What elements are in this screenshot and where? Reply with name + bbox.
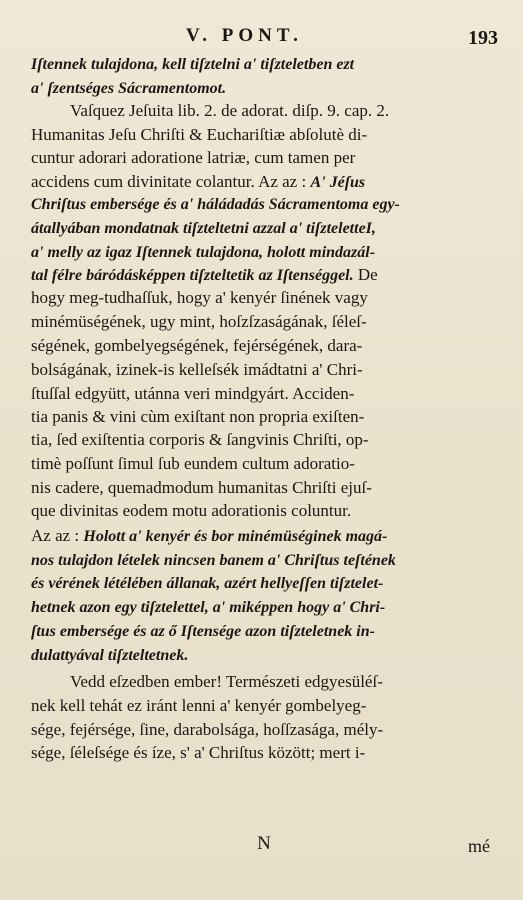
- roman-text: cuntur adorari adoratione latriæ, cum tamen per: [31, 148, 356, 167]
- text-row: [0, 125, 523, 145]
- roman-text: timè poſſunt ſimul ſub eundem cultum adoratio-: [31, 454, 355, 473]
- roman-text: nis cadere, quemadmodum humanitas Chriſti ejuſ-: [31, 478, 372, 497]
- text-line: [31, 288, 490, 308]
- running-header: V. PONT.: [186, 25, 303, 46]
- italic-text: Iſtennek tulajdona, kell tiſztelni a' tiſzteletben ezt: [31, 56, 355, 73]
- text-row: [0, 672, 523, 692]
- text-row: [0, 407, 523, 427]
- text-line: [31, 550, 490, 570]
- text-line: [31, 194, 490, 214]
- roman-text: Az az :: [31, 526, 84, 545]
- italic-text: ſtus embersége és az ő Iſtensége azon tiſzteletnek in-: [31, 623, 375, 640]
- text-row: [0, 526, 523, 546]
- text-line: [31, 454, 490, 474]
- text-line: [31, 478, 490, 498]
- italic-text: és vérének létélében állanak, azért hellyeſſen tiſztelet-: [31, 575, 384, 592]
- text-line: [31, 526, 490, 546]
- italic-text: nos tulajdon lételek nincsen banem a' Chriſtus teſtének: [31, 552, 396, 569]
- text-line: [31, 125, 490, 145]
- text-row: [0, 597, 523, 617]
- text-row: [0, 172, 523, 192]
- text-row: [0, 384, 523, 404]
- roman-text: ſtuſſal edgyütt, utánna veri mindgyárt. Acciden-: [31, 384, 355, 403]
- text-line: [31, 172, 490, 192]
- text-row: [0, 360, 523, 380]
- text-line: [31, 336, 490, 356]
- italic-text: Holott a' kenyér és bor minémüséginek magá-: [83, 528, 388, 545]
- text-line: [31, 501, 490, 521]
- italic-text: A' Jéſus: [310, 174, 366, 191]
- text-row: [0, 218, 523, 238]
- text-row: [0, 501, 523, 521]
- text-row: [0, 454, 523, 474]
- text-line: [31, 621, 490, 641]
- text-line: [31, 597, 490, 617]
- text-row: [0, 78, 523, 98]
- text-row: [0, 336, 523, 356]
- text-row: [0, 743, 523, 763]
- italic-text: hetnek azon egy tiſztelettel, a' miképpen hogy a' Chri-: [31, 599, 386, 616]
- text-line: [31, 54, 490, 74]
- italic-text: átallyában mondatnak tiſzteltetni azzal a' tiſzteletteI,: [31, 220, 376, 237]
- text-row: [0, 621, 523, 641]
- text-line: [31, 218, 490, 238]
- text-row: [0, 242, 523, 262]
- roman-text: bolságának, izinek-is kelleſsék imádtatni a' Chri-: [31, 360, 363, 379]
- roman-text: Vedd eſzedben ember! Természeti edgyesüléſ-: [70, 672, 383, 691]
- text-line: [70, 101, 490, 121]
- roman-text: Vaſquez Jeſuita lib. 2. de adorat. diſp. 9. cap. 2.: [70, 101, 390, 120]
- text-line: [31, 430, 490, 450]
- text-line: [31, 573, 490, 593]
- roman-text: De: [353, 265, 378, 284]
- roman-text: ségének, gombelyegségének, fejérségének, dara-: [31, 336, 363, 355]
- text-row: [0, 54, 523, 74]
- text-row: [0, 696, 523, 716]
- roman-text: tia panis & vini cùm exiſtant non propria exiſten-: [31, 407, 365, 426]
- roman-text: minémüségének, ugy mint, hoſzſzaságának, ſéleſ-: [31, 312, 367, 331]
- text-row: [0, 312, 523, 332]
- roman-text: nek kell tehát ez iránt lenni a' kenyér gombelyeg-: [31, 696, 367, 715]
- text-line: [31, 696, 490, 716]
- italic-text: dulattyával tiſzteltetnek.: [31, 647, 189, 664]
- text-line: [31, 384, 490, 404]
- text-line: [70, 672, 490, 692]
- italic-text: Chriſtus embersége és a' háládadás Sácramentoma egy-: [31, 196, 400, 213]
- text-row: [0, 288, 523, 308]
- roman-text: que divinitas eodem motu adorationis coluntur.: [31, 501, 352, 520]
- text-row: [0, 720, 523, 740]
- text-line: [31, 645, 490, 665]
- roman-text: accidens cum divinitate colantur. Az az :: [31, 172, 311, 191]
- text-line: [31, 265, 490, 285]
- roman-text: sége, fejérsége, ſine, darabolsága, hoſſzasága, mély-: [31, 720, 384, 739]
- roman-text: Humanitas Jeſu Chriſti & Euchariſtiæ abſolutè di-: [31, 125, 368, 144]
- text-row: [0, 265, 523, 285]
- italic-text: a' melly az igaz Iſtennek tulajdona, holott mindazál-: [31, 244, 376, 261]
- text-row: [0, 430, 523, 450]
- text-line: [31, 312, 490, 332]
- text-line: [31, 78, 490, 98]
- text-line: [31, 148, 490, 168]
- text-row: [0, 550, 523, 570]
- text-line: [31, 360, 490, 380]
- text-row: [0, 148, 523, 168]
- italic-text: a' ſzentséges Sácramentomot.: [31, 80, 227, 97]
- roman-text: tia, ſed exiſtentia corporis & ſangvinis Chriſti, op-: [31, 430, 369, 449]
- catchword: mé: [468, 836, 490, 856]
- text-line: [31, 242, 490, 262]
- text-line: [31, 743, 490, 763]
- text-row: [0, 573, 523, 593]
- roman-text: hogy meg-tudhaſſuk, hogy a' kenyér ſinének vagy: [31, 288, 368, 307]
- text-row: [0, 194, 523, 214]
- text-line: [31, 720, 490, 740]
- page-number: 193: [468, 27, 498, 49]
- text-row: [0, 645, 523, 665]
- text-row: [0, 478, 523, 498]
- italic-text: tal félre báródásképpen tiſzteltetik az Iſtenséggel.: [31, 267, 354, 284]
- text-row: [0, 101, 523, 121]
- text-line: [31, 407, 490, 427]
- roman-text: sége, ſéleſsége és íze, s' a' Chriſtus között; mert i-: [31, 743, 366, 762]
- signature-mark: N: [257, 833, 271, 854]
